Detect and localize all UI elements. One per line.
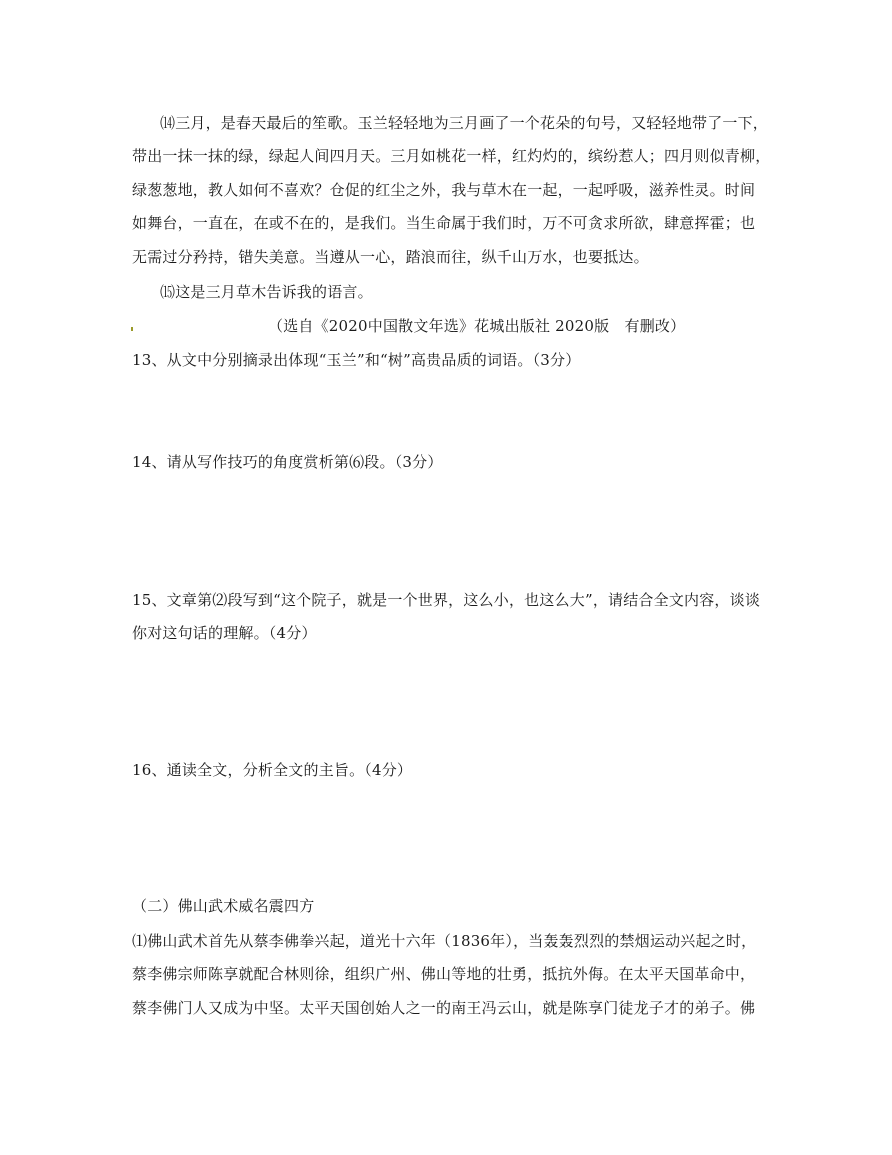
section2-para1-line-2: 蔡李佛宗师陈享就配合林则徐，组织广州、佛山等地的壮勇，抵抗外侮。在太平天国革命中， bbox=[132, 965, 756, 983]
question-14: 14、请从写作技巧的角度赏析第⑹段。（3分） bbox=[132, 453, 443, 471]
section2-para1-line-3: 蔡李佛门人又成为中坚。太平天国创始人之一的南王冯云山，就是陈享门徒龙子才的弟子。佛 bbox=[132, 999, 756, 1017]
question-15-line-1: 15、文章第⑵段写到“这个院子，就是一个世界，这么小，也这么大”，请结合全文内容，谈谈 bbox=[132, 591, 761, 609]
ink-speck bbox=[131, 327, 133, 331]
section2-para1-line-1: ⑴佛山武术首先从蔡李佛拳兴起，道光十六年（1836年），当轰轰烈烈的禁烟运动兴起之时， bbox=[132, 932, 757, 950]
section-2-title: （二）佛山武术威名震四方 bbox=[132, 897, 315, 915]
para15: ⒂这是三月草木告诉我的语言。 bbox=[160, 283, 373, 301]
question-15-line-2: 你对这句话的理解。（4分） bbox=[132, 624, 317, 642]
para14-line-3: 绿葱葱地，教人如何不喜欢？仓促的红尘之外，我与草木在一起，一起呼吸，滋养性灵。时间 bbox=[132, 181, 756, 199]
question-16: 16、通读全文，分析全文的主旨。（4分） bbox=[132, 761, 413, 779]
source-citation: （选自《2020中国散文年选》花城出版社 2020版 有删改） bbox=[268, 317, 686, 335]
para14-line-2: 带出一抹一抹的绿，绿起人间四月天。三月如桃花一样，红灼灼的，缤纷惹人；四月则似青柳， bbox=[132, 147, 771, 165]
para14-line-1: ⒁三月，是春天最后的笙歌。玉兰轻轻地为三月画了一个花朵的句号，又轻轻地带了一下， bbox=[160, 114, 769, 132]
para14-line-5: 无需过分矜持，错失美意。当遵从一心，踏浪而往，纵千山万水，也要抵达。 bbox=[132, 248, 649, 266]
question-13: 13、从文中分别摘录出体现“玉兰”和“树”高贵品质的词语。（3分） bbox=[132, 351, 581, 369]
para14-line-4: 如舞台，一直在，在或不在的，是我们。当生命属于我们时，万不可贪求所欲，肆意挥霍；也 bbox=[132, 214, 756, 232]
